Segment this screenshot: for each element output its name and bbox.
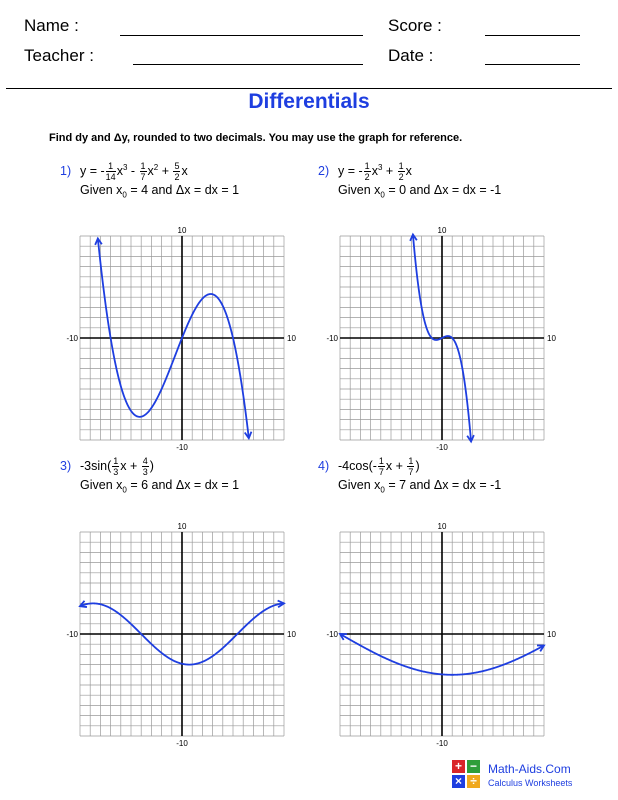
date-label: Date : bbox=[388, 46, 434, 65]
problem-2: 2) y = - $\frac{1}{2}$ $x^3$ + $\frac{1}{2}$ x Given $x_0 = 0$ and Δx = dx = -1 bbox=[318, 160, 501, 204]
given-text: Given $x_0 = 7$ and Δx = dx = -1 bbox=[338, 478, 502, 495]
given-text: Given $x_0 = 4$ and Δx = dx = 1 bbox=[80, 183, 240, 200]
graph-1 bbox=[60, 222, 300, 454]
fraction: $\frac{1}{7}$ bbox=[408, 456, 414, 477]
fraction: $\frac{1}{7}$ bbox=[378, 456, 384, 477]
coordinate-grid bbox=[60, 222, 300, 454]
logo-name: Math-Aids.Com bbox=[488, 762, 571, 776]
fraction: $\frac{1}{3}$ bbox=[113, 456, 119, 477]
axis-label-left: -10 bbox=[66, 630, 78, 639]
graph-2 bbox=[320, 222, 560, 454]
score-label: Score : bbox=[388, 16, 442, 35]
axis-label-top: 10 bbox=[437, 522, 447, 531]
axis-label-bottom: -10 bbox=[436, 739, 448, 748]
problem-number: 4) bbox=[318, 458, 330, 473]
page-title: Differentials bbox=[248, 90, 370, 113]
problem-number: 1) bbox=[60, 164, 72, 179]
axis-label-bottom: -10 bbox=[176, 739, 188, 748]
coordinate-grid bbox=[320, 518, 560, 750]
problem-number: 2) bbox=[318, 164, 330, 179]
given-text: Given $x_0 = 0$ and Δx = dx = -1 bbox=[338, 183, 502, 200]
plus-icon: + bbox=[452, 760, 465, 773]
axis-label-left: -10 bbox=[66, 334, 78, 343]
fraction: $\frac{4}{3}$ bbox=[142, 456, 148, 477]
axis-label-right: 10 bbox=[547, 334, 556, 343]
given-text: Given $x_0 = 6$ and Δx = dx = 1 bbox=[80, 478, 240, 495]
axis-label-right: 10 bbox=[287, 334, 296, 343]
name-field-line[interactable] bbox=[120, 35, 363, 36]
axis-label-top: 10 bbox=[177, 226, 187, 235]
axis-label-bottom: -10 bbox=[176, 443, 188, 452]
instructions: Find dy and Δy, rounded to two decimals. You may use the graph for reference. bbox=[49, 132, 463, 144]
axis-label-right: 10 bbox=[287, 630, 296, 639]
fraction: $\frac{1}{2}$ bbox=[398, 161, 404, 183]
problem-number: 3) bbox=[60, 458, 72, 473]
minus-icon: − bbox=[467, 760, 480, 773]
fraction: $\frac{1}{2}$ bbox=[364, 161, 370, 183]
header-divider bbox=[6, 88, 612, 89]
graph-3 bbox=[60, 518, 300, 750]
name-label: Name : bbox=[24, 16, 79, 35]
problem-3: 3) -3sin( $\frac{1}{3}$ x + $\frac{4}{3}$ ) Given $x_0 = 6$ and Δx = dx = 1 bbox=[60, 456, 239, 499]
teacher-field-line[interactable] bbox=[133, 64, 363, 65]
problem-1: 1) y = - $\frac{1}{14}$ $x^3$ - $\frac{1}{7}$ $x^2$ + $\frac{5}{2}$ x Given $x_0 = 4$ and Δx = dx = 1 bbox=[60, 160, 239, 204]
fraction: $\frac{5}{2}$ bbox=[174, 161, 180, 183]
divide-icon: ÷ bbox=[467, 775, 480, 788]
axis-label-right: 10 bbox=[547, 630, 556, 639]
fraction: $\frac{1}{7}$ bbox=[140, 161, 146, 183]
logo-subtitle: Calculus Worksheets bbox=[488, 778, 573, 788]
axis-label-top: 10 bbox=[437, 226, 447, 235]
multiply-icon: × bbox=[452, 775, 465, 788]
axis-label-top: 10 bbox=[177, 522, 187, 531]
score-field-line[interactable] bbox=[485, 35, 580, 36]
axis-label-bottom: -10 bbox=[436, 443, 448, 452]
problem-4: 4) -4cos(- $\frac{1}{7}$ x + $\frac{1}{7}$ ) Given $x_0 = 7$ and Δx = dx = -1 bbox=[318, 456, 501, 499]
coordinate-grid bbox=[320, 222, 560, 454]
fraction: $\frac{1}{14}$ bbox=[105, 161, 116, 183]
graph-4 bbox=[320, 518, 560, 750]
coordinate-grid bbox=[60, 518, 300, 750]
axis-label-left: -10 bbox=[326, 334, 338, 343]
date-field-line[interactable] bbox=[485, 64, 580, 65]
teacher-label: Teacher : bbox=[24, 46, 94, 65]
logo-icon bbox=[452, 760, 482, 790]
axis-label-left: -10 bbox=[326, 630, 338, 639]
